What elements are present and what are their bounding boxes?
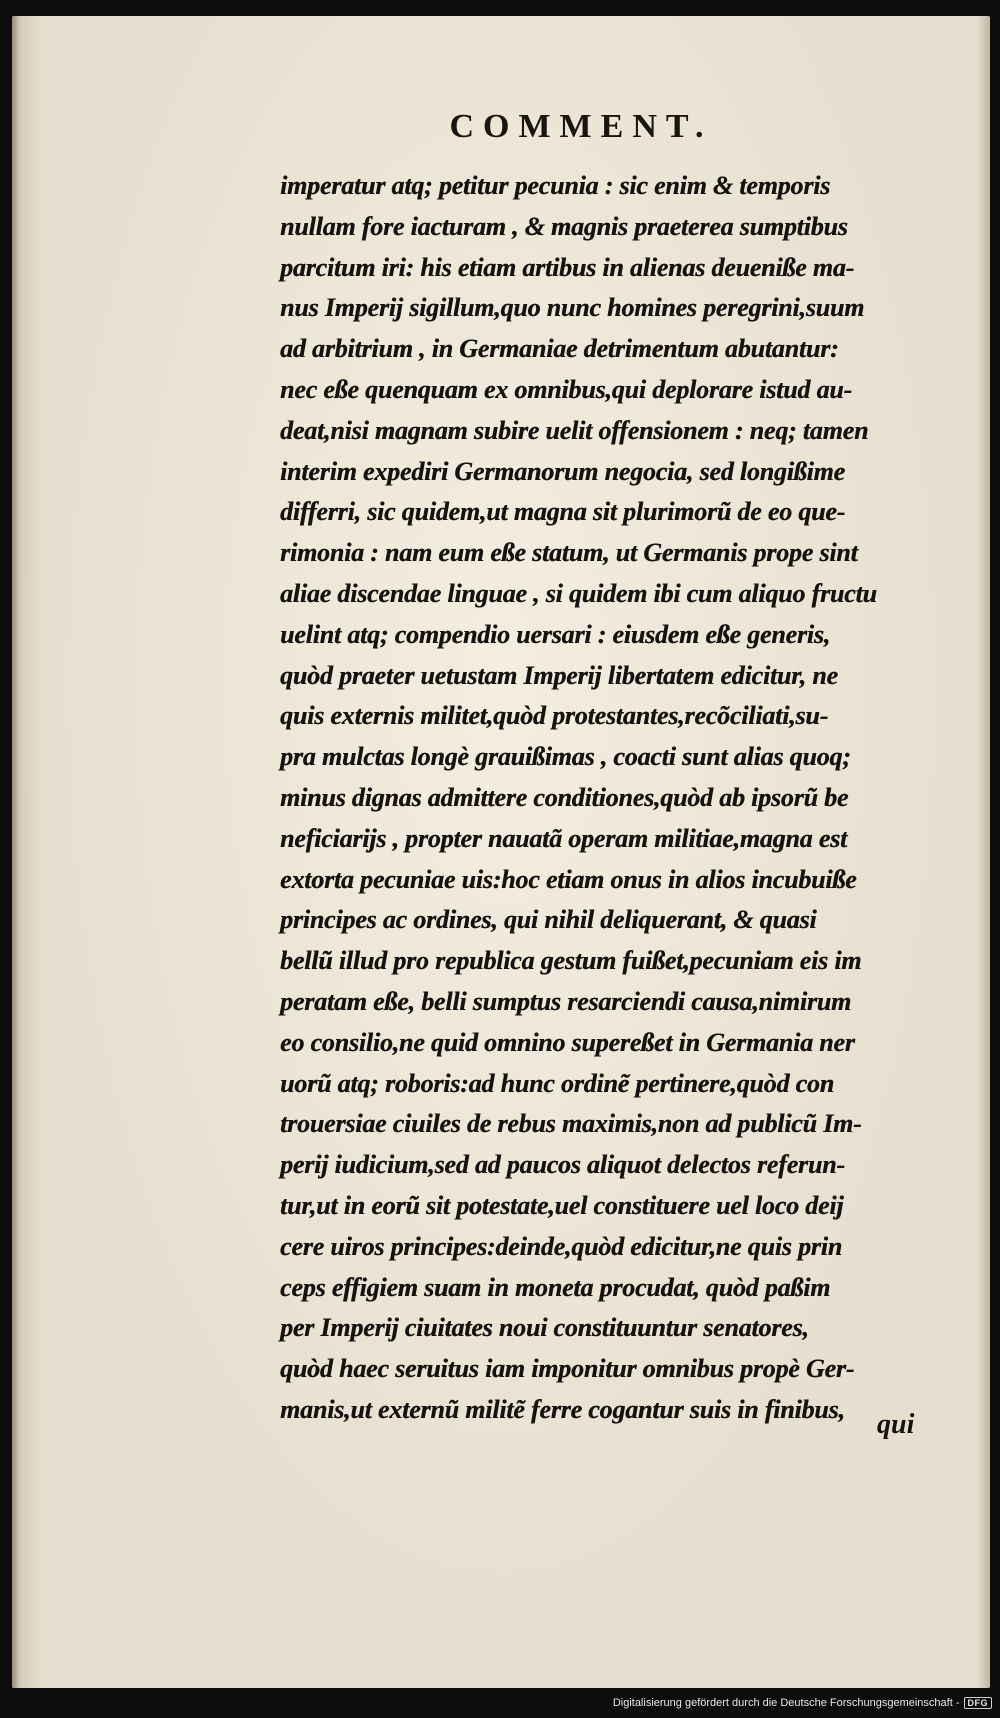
running-head: COMMENT. — [449, 108, 713, 145]
text-line: nec eße quenquam ex omnibus,qui deplorare istud au- — [280, 374, 852, 404]
text-line: parcitum iri: his etiam artibus in alienas deueniße ma- — [280, 252, 855, 282]
page-gutter-shadow — [12, 16, 20, 1688]
text-line: interim expediri Germanorum negocia, sed longißime — [280, 456, 845, 486]
page-edge-shadow — [976, 16, 990, 1688]
text-line: uelint atq; compendio uersari : eiusdem eße generis, — [280, 619, 831, 649]
text-line: per Imperij ciuitates noui constituuntur senatores, — [280, 1313, 809, 1343]
credit-text: Digitalisierung gefördert durch die Deutsche Forschungsgemeinschaft - — [612, 1697, 960, 1709]
text-line: perij iudicium,sed ad paucos aliquot delectos referun- — [280, 1150, 845, 1180]
text-line: nullam fore iacturam , & magnis praeterea sumptibus — [280, 211, 848, 241]
text-line: quòd praeter uetustam Imperij libertatem edicitur, ne — [280, 660, 838, 690]
text-line: quis externis militet,quòd protestantes,recõciliati,su- — [280, 701, 829, 731]
text-line: quòd haec seruitus iam imponitur omnibus propè Ger- — [280, 1354, 855, 1384]
text-line: rimonia : nam eum eße statum, ut Germanis prope sint — [280, 538, 858, 568]
text-line: tur,ut in eorũ sit potestate,uel constituere uel loco deij — [280, 1190, 844, 1220]
text-line: manis,ut externũ militẽ ferre cogantur suis in finibus, — [280, 1394, 845, 1424]
text-line: aliae discendae linguae , si quidem ibi cum aliquo fructu — [280, 578, 877, 608]
text-line: extorta pecuniae uis:hoc etiam onus in alios incubuiße — [280, 864, 857, 894]
text-line: bellũ illud pro republica gestum fuißet,pecuniam eis im — [280, 946, 862, 976]
catchword: qui — [877, 1409, 915, 1440]
body-text — [280, 166, 930, 1431]
text-line: trouersiae ciuiles de rebus maximis,non ad publicũ Im- — [280, 1109, 862, 1139]
text-line: deat,nisi magnam subire uelit offensionem : neq; tamen — [280, 415, 869, 445]
text-line: imperatur atq; petitur pecunia : sic enim & temporis — [280, 171, 831, 200]
text-line: principes ac ordines, qui nihil deliquerant, & quasi — [280, 905, 817, 935]
text-line: neficiarijs , propter nauatã operam militiae,magna est — [280, 823, 848, 853]
text-line: minus dignas admittere conditiones,quòd ab ipsorũ be — [280, 782, 849, 812]
book-page — [12, 16, 990, 1688]
text-line: cere uiros principes:deinde,quòd edicitur,ne quis prin — [280, 1231, 842, 1261]
text-line: peratam eße, belli sumptus resarciendi causa,nimirum — [280, 986, 852, 1016]
text-line: nus Imperij sigillum,quo nunc homines peregrini,suum — [280, 293, 865, 323]
digitization-credit — [613, 1697, 992, 1709]
text-line: eo consilio,ne quid omnino supereßet in Germania ner — [280, 1027, 855, 1057]
text-line: ceps effigiem suam in moneta procudat, quòd paßim — [280, 1272, 831, 1302]
text-line: differri, sic quidem,ut magna sit plurimorũ de eo que- — [280, 497, 846, 527]
text-line: uorũ atq; roboris:ad hunc ordinẽ pertinere,quòd con — [280, 1068, 834, 1098]
text-line: ad arbitrium , in Germaniae detrimentum abutantur: — [280, 334, 839, 364]
dfg-logo: DFG — [964, 1697, 993, 1709]
text-line: pra mulctas longè grauißimas , coacti sunt alias quoq; — [280, 742, 851, 772]
